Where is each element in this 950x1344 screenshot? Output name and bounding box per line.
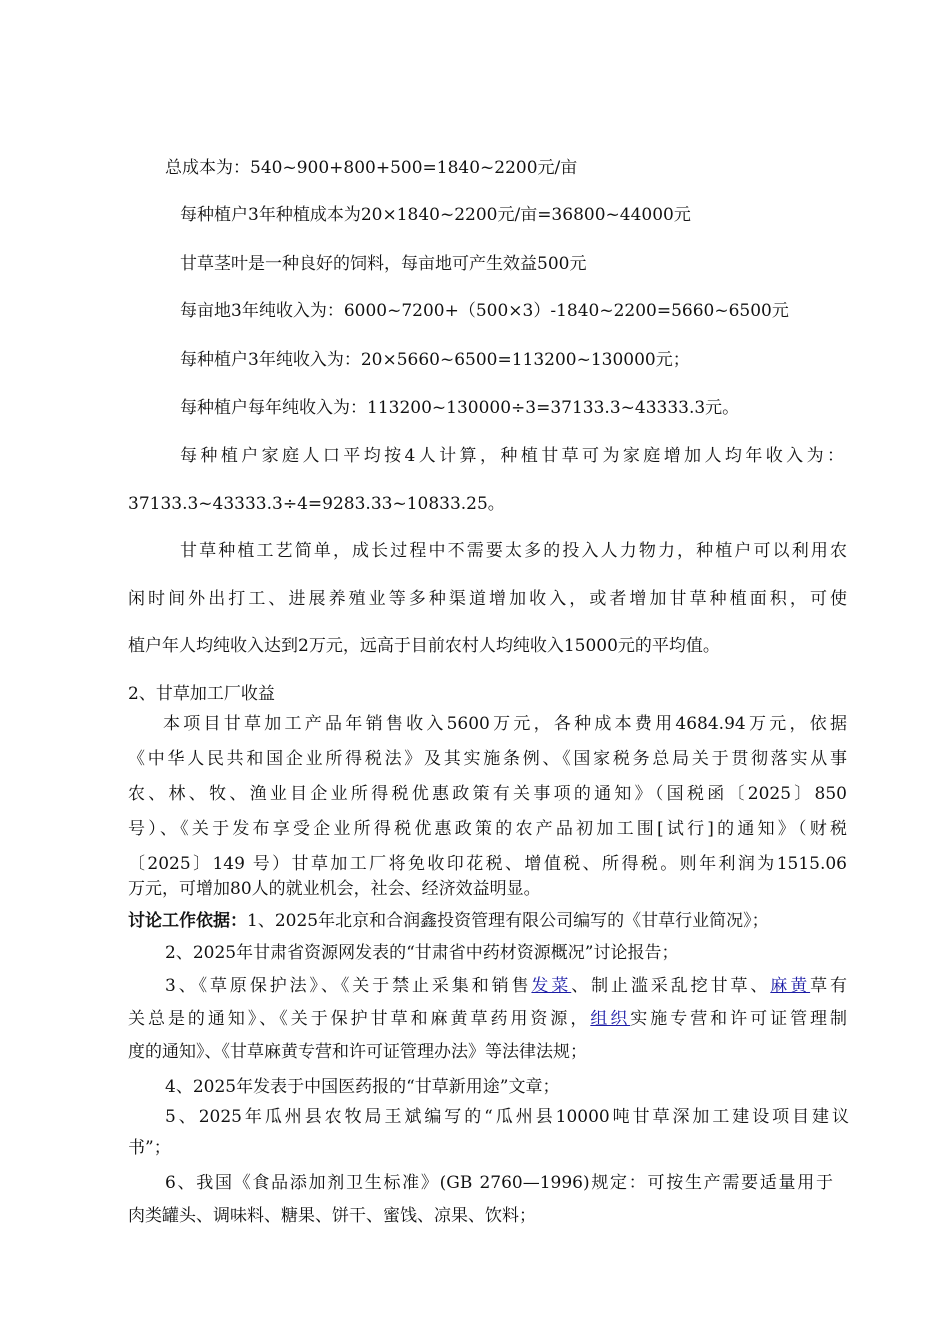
basis-line-1 [128,910,769,932]
per-capita-line-1: 每种植户家庭人口平均按4人计算，种植甘草可为家庭增加人均年收入为： [180,446,844,466]
factory-paragraph-line-1: 本项目甘草加工产品年销售收入5600万元，各种成本费用4684.94万元，依据 [163,714,847,734]
basis-item-6-line-1: 6、我国《食品添加剂卫生标准》(GB 2760—1996)规定：可按生产需要适量用于 [165,1173,833,1193]
per-capita-line-2: 37133.3~43333.3÷4=9283.33~10833.25。 [128,494,505,514]
planting-paragraph-line-1: 甘草种植工艺简单，成长过程中不需要太多的投入人力物力，种植户可以利用农 [180,541,847,561]
section-heading: 2、甘草加工厂收益 [128,684,275,704]
factory-paragraph-line-2: 《中华人民共和国企业所得税法》及其实施条例、《国家税务总局关于贯彻落实从事 [128,749,847,769]
basis-item-3-line-3: 度的通知》、《甘草麻黄专营和许可证管理办法》等法律法规； [128,1042,587,1062]
basis-item-5-line-2: 书”； [128,1138,171,1158]
basis-item-3-line-2 [128,1008,847,1030]
basis-item-3-line-1 [165,975,847,997]
link-facai[interactable]: 发菜 [531,976,572,996]
household-cost-line: 每种植户3年种植成本为20×1840~2200元/亩=36800~44000元 [180,205,691,225]
basis-label: 讨论工作依据： [128,911,247,931]
basis-item-1: 1、2025年北京和合润鑫投资管理有限公司编写的《甘草行业简况》； [247,911,769,931]
basis-3-text-c: 草有 [810,976,848,996]
per-mu-income-line: 每亩地3年纯收入为：6000~7200+（500×3）-1840~2200=5660~6500元 [180,301,789,321]
factory-paragraph-line-6: 万元，可增加80人的就业机会，社会、经济效益明显。 [128,879,541,899]
basis-item-5-line-1: 5、2025年瓜州县农牧局王斌编写的“瓜州县10000吨甘草深加工建设项目建议 [165,1107,849,1127]
forage-benefit-line: 甘草茎叶是一种良好的饲料，每亩地可产生效益500元 [180,254,587,274]
factory-paragraph-line-3: 农、林、牧、渔业目企业所得税优惠政策有关事项的通知》（国税函〔2025〕850 [128,784,847,804]
household-3yr-income-line: 每种植户3年纯收入为：20×5660~6500=113200~130000元； [180,350,690,370]
factory-paragraph-line-5: 〔2025〕149 号）甘草加工厂将免收印花税、增值税、所得税。则年利润为1515.06 [128,854,847,874]
basis-3-text-e: 实施专营和许可证管理制 [630,1009,848,1029]
link-mahuang[interactable]: 麻黄 [770,976,811,996]
basis-3-text-b: 、制止滥采乱挖甘草、 [571,976,771,996]
household-annual-income-line: 每种植户每年纯收入为：113200~130000÷3=37133.3~43333.3元。 [180,398,740,418]
basis-3-text-a: 3、《草原保护法》、《关于禁止采集和销售 [165,976,532,996]
basis-item-4: 4、2025年发表于中国医药报的“甘草新用途”文章； [165,1077,560,1097]
basis-item-6-line-2: 肉类罐头、调味料、糖果、饼干、蜜饯、凉果、饮料； [128,1206,536,1226]
basis-item-2: 2、2025年甘肃省资源网发表的“甘肃省中药材资源概况”讨论报告； [165,943,679,963]
planting-paragraph-line-3: 植户年人均纯收入达到2万元，远高于目前农村人均纯收入15000元的平均值。 [128,636,720,656]
factory-paragraph-line-4: 号）、《关于发布享受企业所得税优惠政策的农产品初加工围[试行]的通知》（财税 [128,819,847,839]
basis-3-text-d: 关总是的通知》、《关于保护甘草和麻黄草药用资源， [128,1009,591,1029]
planting-paragraph-line-2: 闲时间外出打工、进展养殖业等多种渠道增加收入，或者增加甘草种植面积，可使 [128,589,847,609]
link-zuzhi[interactable]: 组织 [590,1009,631,1029]
total-cost-line: 总成本为：540~900+800+500=1840~2200元/亩 [165,158,578,178]
